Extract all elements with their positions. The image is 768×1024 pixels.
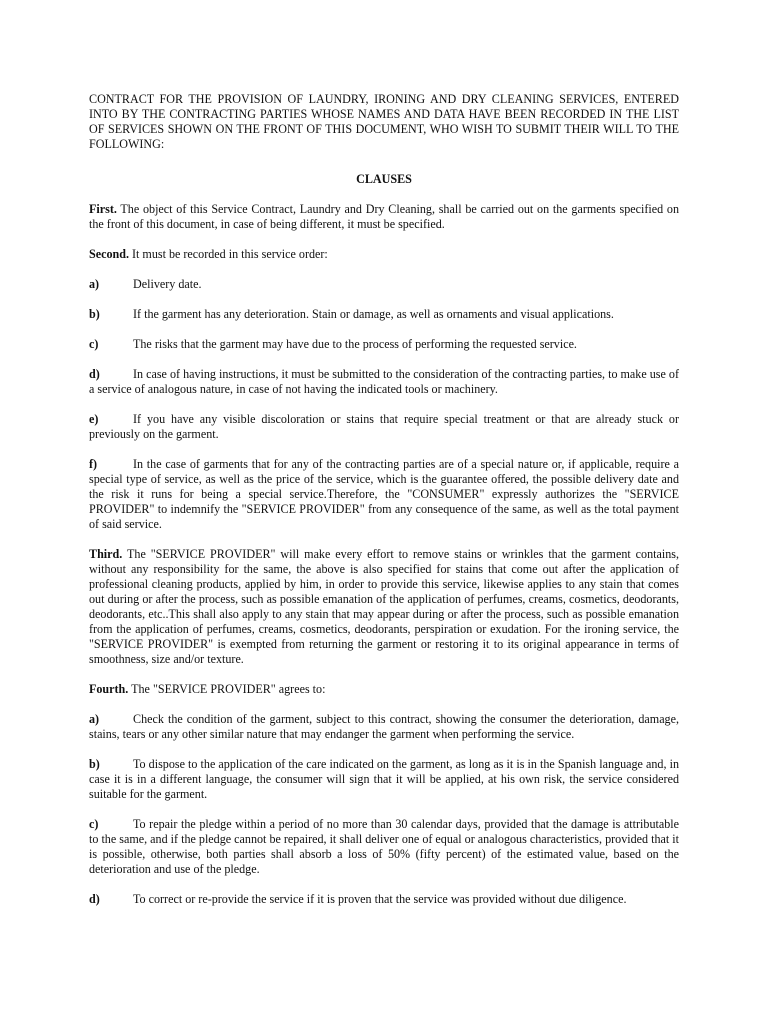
list-item-second-e (89, 412, 679, 442)
list-item-label: a) (89, 277, 100, 291)
clause-third-label: Third. (89, 547, 123, 561)
list-item-label: a) (89, 712, 100, 726)
list-item-text: If the garment has any deterioration. Stain or damage, as well as ornaments and visual applications. (133, 307, 614, 321)
document-body (89, 92, 679, 922)
list-item-fourth-d (89, 892, 679, 907)
list-item-label: b) (89, 757, 100, 771)
list-item-fourth-b (89, 757, 679, 802)
list-item-text: In the case of garments that for any of the contracting parties are of a special nature or, if applicable, require a special type of service, as well as the price of the service, which is the guarantee offered, the possible delivery date and the risk it runs for being a special service.Therefore, the "CONSUMER" expressly authorizes the "SERVICE PROVIDER" to indemnify the "SERVICE PROVIDER" from any consequence of the same, as well as the total payment of said service. (89, 457, 679, 531)
list-item-text: In case of having instructions, it must be submitted to the consideration of the contracting parties, to make use of a service of analogous nature, in case of not having the indicated tools or machinery. (89, 367, 679, 396)
list-item-text: Delivery date. (133, 277, 202, 291)
clauses-heading: CLAUSES (356, 172, 412, 186)
clause-second (89, 247, 679, 262)
list-item-label: d) (89, 367, 100, 381)
list-item-text: To dispose to the application of the care indicated on the garment, as long as it is in the Spanish language and, in case it is in a different language, the consumer will sign that it will be applied, at his own risk, the service considered suitable for the garment. (89, 757, 679, 801)
clause-second-text: It must be recorded in this service order: (128, 247, 328, 261)
list-item-second-d (89, 367, 679, 397)
list-item-label: b) (89, 307, 100, 321)
list-item-label: d) (89, 892, 100, 906)
list-item-text: To correct or re-provide the service if it is proven that the service was provided without due diligence. (133, 892, 627, 906)
list-item-second-f (89, 457, 679, 532)
list-item-fourth-c (89, 817, 679, 877)
clause-first-text: The object of this Service Contract, Laundry and Dry Cleaning, shall be carried out on the garments specified on the front of this document, in case of being different, it must be specified. (89, 202, 679, 231)
clause-first-label: First. (89, 202, 117, 216)
clause-second-label: Second. (89, 247, 129, 261)
list-item-label: c) (89, 817, 99, 831)
list-item-text: If you have any visible discoloration or stains that require special treatment or that are already stuck or previously on the garment. (89, 412, 679, 441)
clause-fourth-label: Fourth. (89, 682, 129, 696)
clause-fourth (89, 682, 679, 697)
list-item-text: Check the condition of the garment, subject to this contract, showing the consumer the deterioration, damage, stains, tears or any other similar nature that may endanger the garment when performing the service. (89, 712, 679, 741)
clause-third-text: The "SERVICE PROVIDER" will make every effort to remove stains or wrinkles that the garment contains, without any responsibility for the same, the above is also specified for stains that come out after the application of professional cleaning products, applied by him, in order to provide this service, likewise applies to any stain that comes out during or after the process, such as possible emanation of the application of perfumes, creams, cosmetics, deodorants, deodorants, etc..This shall also apply to any stain that may appear during or after the process, such as possible emanation from the application of perfumes, creams, cosmetics, deodorants, perspiration or exudation. For the ironing service, the "SERVICE PROVIDER" is exempted from returning the garment or restoring it to its original appearance in terms of smoothness, size and/or texture. (89, 547, 679, 666)
clause-first (89, 202, 679, 232)
list-item-text: The risks that the garment may have due to the process of performing the requested service. (133, 337, 577, 351)
list-item-label: e) (89, 412, 99, 426)
list-item-label: c) (89, 337, 99, 351)
contract-intro: CONTRACT FOR THE PROVISION OF LAUNDRY, IRONING AND DRY CLEANING SERVICES, ENTERED INTO BY THE CONTRACTING PARTIES WHOSE NAMES AND DATA HAVE BEEN RECORDED IN THE LIST OF SERVICES SHOWN ON THE FRONT OF THIS DOCUMENT, WHO WISH TO SUBMIT THEIR WILL TO THE FOLLOWING: (89, 92, 679, 151)
clause-fourth-text: The "SERVICE PROVIDER" agrees to: (128, 682, 326, 696)
list-item-second-b (89, 307, 679, 322)
list-item-text: To repair the pledge within a period of no more than 30 calendar days, provided that the damage is attributable to the same, and if the pledge cannot be repaired, it shall deliver one of equal or analogous characteristics, provided that it is possible, otherwise, both parties shall absorb a loss of 50% (fifty percent) of the estimated value, based on the deterioration and use of the pledge. (89, 817, 679, 876)
list-item-label: f) (89, 457, 98, 471)
list-item-second-a (89, 277, 679, 292)
clause-third (89, 547, 679, 667)
list-item-second-c (89, 337, 679, 352)
list-item-fourth-a (89, 712, 679, 742)
